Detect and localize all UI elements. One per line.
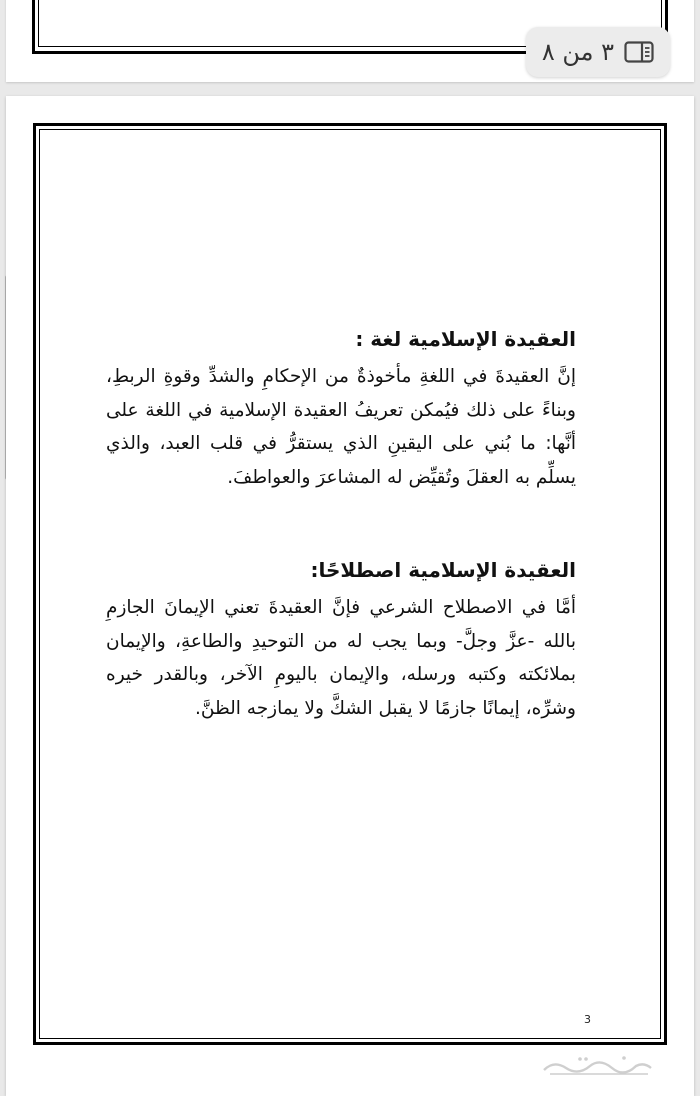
page-indicator[interactable] — [526, 27, 670, 77]
document-page — [6, 96, 694, 1096]
section-heading-language: العقيدة الإسلامية لغة : — [355, 327, 576, 351]
page-sidebar-icon — [624, 41, 654, 63]
haraj-watermark-icon — [540, 1054, 655, 1078]
section-heading-terminology: العقيدة الإسلامية اصطلاحًا: — [310, 558, 576, 582]
section-body-terminology: أمَّا في الاصطلاح الشرعي فإنَّ العقيدةَ تعني الإيمانَ الجازمِ بالله -عزَّ وجلَّ- وبما يجب له من التوحيدِ والطاعةِ، والإيمان بملائكته وكتبه ورسله، والإيمان باليومِ الآخر، وبالقدر خيره وشرِّه، إيمانًا جازمًا لا يقبل الشكَّ ولا يمازجه الظنَّ. — [106, 597, 576, 719]
section-body-language: إنَّ العقيدةَ في اللغةِ مأخوذةٌ من الإحكامِ والشدِّ وقوةِ الربطِ، وبناءً على ذلك فيُمكن تعريفُ العقيدة الإسلامية في اللغة على أنَّها: ما بُني على اليقينِ الذي يستقرُّ في قلب العبد، والذي يسلِّم به العقلَ وتُقيِّض له المشاعرَ والعواطفَ. — [106, 366, 576, 488]
section-terminology — [106, 549, 576, 725]
section-language — [106, 318, 576, 494]
page-content — [106, 318, 576, 725]
page-number: 3 — [584, 1013, 591, 1026]
page-indicator-label: ٣ من ٨ — [541, 38, 614, 66]
